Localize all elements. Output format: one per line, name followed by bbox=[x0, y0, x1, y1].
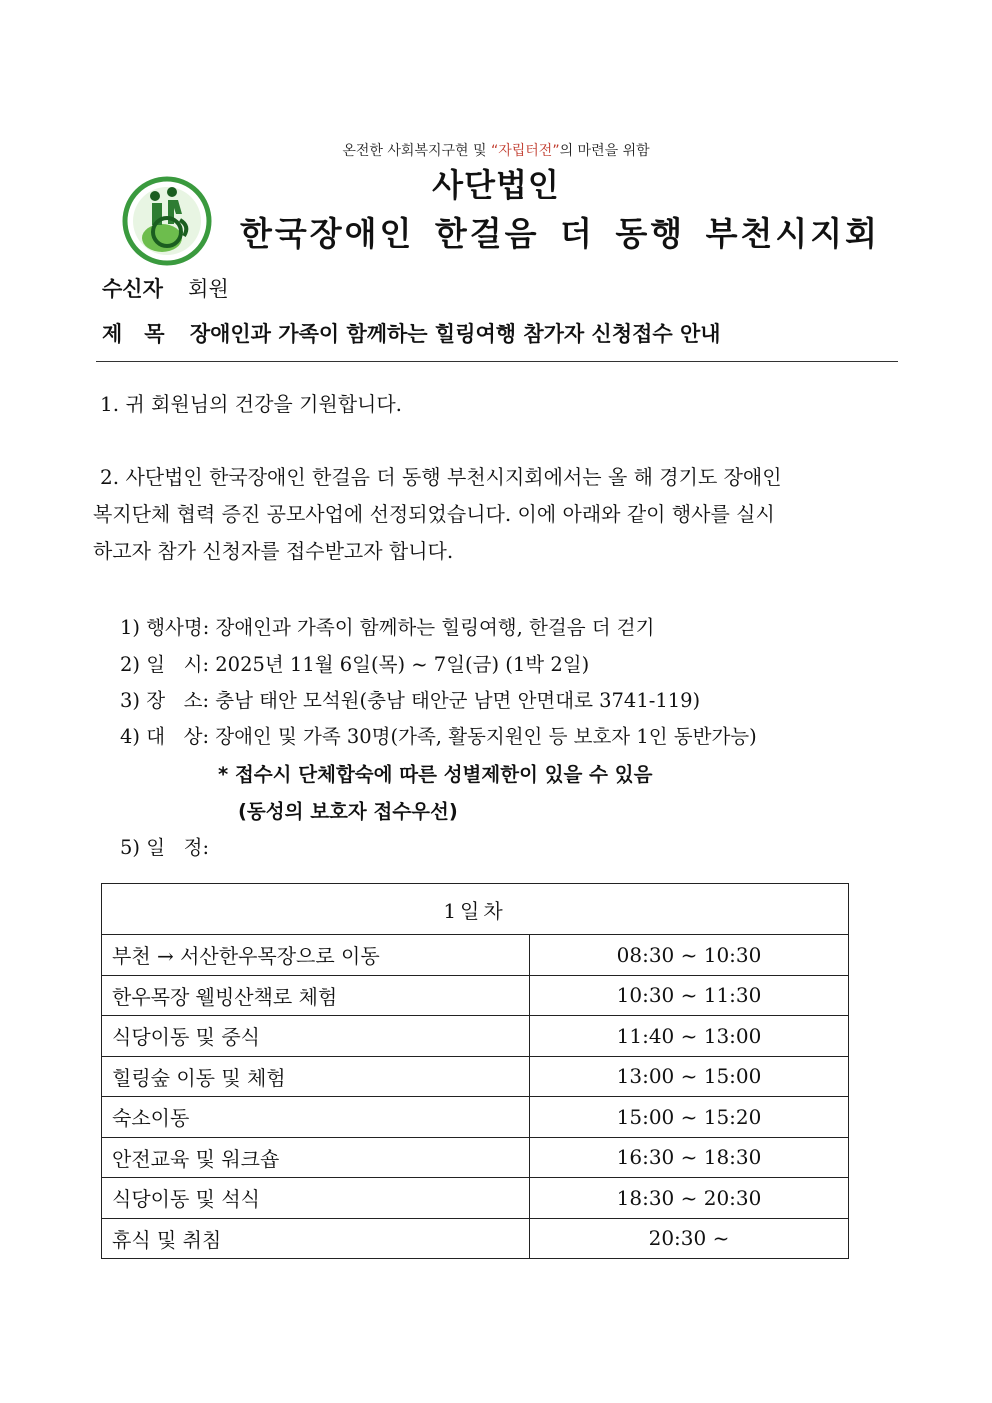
item-location: 3) 장 소: 충남 태안 모석원(충남 태안군 남면 안면대로 3741-119) bbox=[120, 689, 701, 712]
day-header: 1일차 bbox=[102, 884, 849, 935]
activity-cell: 부천 → 서산한우목장으로 이동 bbox=[102, 935, 530, 976]
paragraph-2-line1: 2. 사단법인 한국장애인 한걸음 더 동행 부천시지회에서는 올 해 경기도 장애인 bbox=[100, 465, 782, 489]
paragraph-2-line2: 복지단체 협력 증진 공모사업에 선정되었습니다. 이에 아래와 같이 행사를 실시 bbox=[93, 502, 775, 526]
time-cell: 18:30 ~ 20:30 bbox=[530, 1178, 849, 1219]
item-schedule: 5) 일 정: bbox=[120, 836, 210, 859]
note-same-gender-priority: (동성의 보호자 접수우선) bbox=[238, 800, 458, 823]
subject-line bbox=[102, 318, 721, 348]
tagline bbox=[0, 140, 992, 160]
time-cell: 08:30 ~ 10:30 bbox=[530, 935, 849, 976]
tagline-quote: “자립터전” bbox=[490, 143, 560, 159]
item-date: 2) 일 시: 2025년 11월 6일(목) ~ 7일(금) (1박 2일) bbox=[120, 653, 590, 676]
schedule-header-row bbox=[102, 884, 849, 935]
time-cell: 11:40 ~ 13:00 bbox=[530, 1016, 849, 1057]
activity-cell: 식당이동 및 중식 bbox=[102, 1016, 530, 1057]
tagline-suffix: 의 마련을 위함 bbox=[559, 143, 650, 159]
paragraph-2-line3: 하고자 참가 신청자를 접수받고자 합니다. bbox=[93, 539, 454, 563]
subject-label: 제 목 bbox=[102, 322, 165, 346]
subject-value: 장애인과 가족이 함께하는 힐링여행 참가자 신청접수 안내 bbox=[189, 322, 721, 346]
table-row bbox=[102, 935, 849, 976]
recipient-label: 수신자 bbox=[102, 277, 163, 301]
paragraph-1: 1. 귀 회원님의 건강을 기원합니다. bbox=[100, 392, 403, 416]
table-row bbox=[102, 1097, 849, 1138]
activity-cell: 안전교육 및 워크숍 bbox=[102, 1137, 530, 1178]
item-target: 4) 대 상: 장애인 및 가족 30명(가족, 활동지원인 등 보호자 1인 동반가능) bbox=[120, 725, 757, 748]
item-event-name: 1) 행사명: 장애인과 가족이 함께하는 힐링여행, 한걸음 더 걷기 bbox=[120, 616, 655, 639]
table-row bbox=[102, 1137, 849, 1178]
org-name-line2: 한국장애인 한걸음 더 동행 부천시지회 bbox=[240, 214, 881, 253]
table-row bbox=[102, 975, 849, 1016]
table-row bbox=[102, 1218, 849, 1259]
time-cell: 10:30 ~ 11:30 bbox=[530, 975, 849, 1016]
activity-cell: 숙소이동 bbox=[102, 1097, 530, 1138]
activity-cell: 한우목장 웰빙산책로 체험 bbox=[102, 975, 530, 1016]
recipient-value: 회원 bbox=[188, 277, 229, 301]
activity-cell: 힐링숲 이동 및 체험 bbox=[102, 1056, 530, 1097]
recipient-line bbox=[102, 273, 229, 303]
time-cell: 20:30 ~ bbox=[530, 1218, 849, 1259]
divider bbox=[96, 361, 898, 362]
table-row bbox=[102, 1056, 849, 1097]
activity-cell: 휴식 및 취침 bbox=[102, 1218, 530, 1259]
time-cell: 15:00 ~ 15:20 bbox=[530, 1097, 849, 1138]
activity-cell: 식당이동 및 석식 bbox=[102, 1178, 530, 1219]
org-name-line1: 사단법인 bbox=[432, 166, 560, 204]
time-cell: 16:30 ~ 18:30 bbox=[530, 1137, 849, 1178]
time-cell: 13:00 ~ 15:00 bbox=[530, 1056, 849, 1097]
table-row bbox=[102, 1016, 849, 1057]
note-gender-restriction: * 접수시 단체합숙에 따른 성별제한이 있을 수 있음 bbox=[218, 763, 653, 786]
table-row bbox=[102, 1178, 849, 1219]
schedule-table bbox=[101, 883, 849, 1259]
tagline-prefix: 온전한 사회복지구현 및 bbox=[342, 143, 491, 159]
